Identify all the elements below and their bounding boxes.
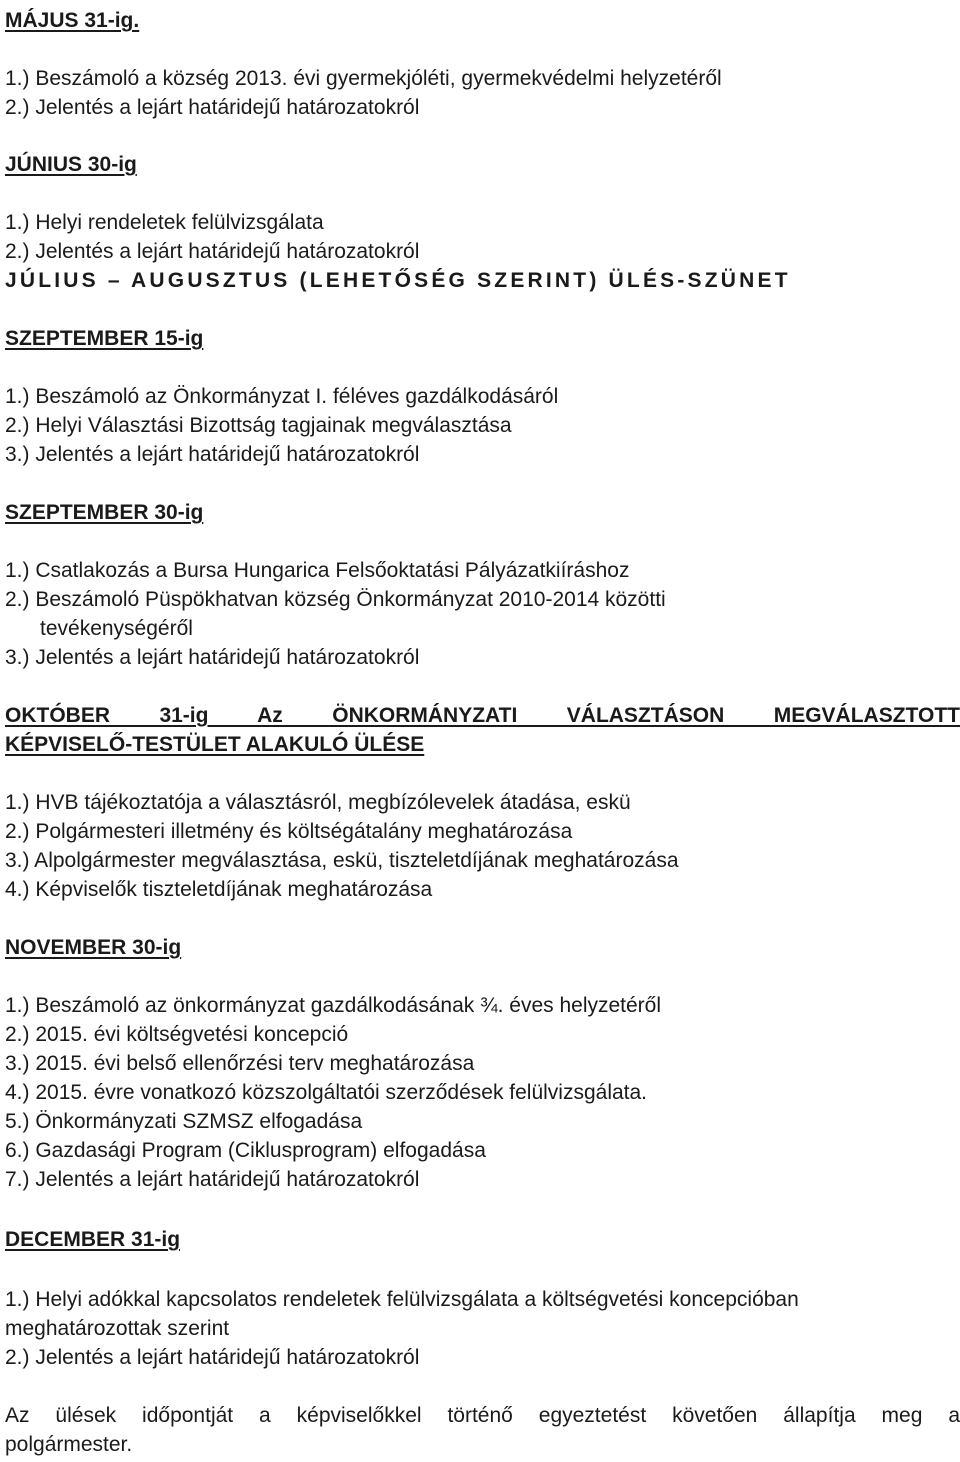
list-item: 4.) Képviselők tiszteletdíjának meghatározása	[5, 878, 433, 901]
section-heading-oktober: OKTÓBER 31-ig Az ÖNKORMÁNYZATI VÁLASZTÁSON MEGVÁLASZTOTT	[5, 704, 960, 727]
list-item: 1.) Helyi rendeletek felülvizsgálata	[5, 211, 324, 234]
list-item: 5.) Önkormányzati SZMSZ elfogadása	[5, 1110, 363, 1133]
list-item-continuation: meghatározottak szerint	[5, 1317, 230, 1340]
list-item: 7.) Jelentés a lejárt határidejű határozatokról	[5, 1168, 420, 1191]
section-heading-oktober-line2: KÉPVISELŐ-TESTÜLET ALAKULÓ ÜLÉSE	[5, 733, 425, 756]
list-item: 3.) Jelentés a lejárt határidejű határozatokról	[5, 443, 420, 466]
list-item: 2.) Jelentés a lejárt határidejű határozatokról	[5, 240, 420, 263]
closing-paragraph-line2: polgármester.	[5, 1433, 133, 1456]
list-item: 3.) Jelentés a lejárt határidejű határozatokról	[5, 646, 420, 669]
list-item: 1.) Helyi adókkal kapcsolatos rendeletek felülvizsgálata a költségvetési koncepcióban	[5, 1288, 799, 1311]
list-item: 3.) Alpolgármester megválasztása, eskü, tiszteletdíjának meghatározása	[5, 849, 679, 872]
section-heading-julius-augusztus: JÚLIUS – AUGUSZTUS (LEHETŐSÉG SZERINT) ÜLÉS-SZÜNET	[5, 269, 791, 292]
list-item: 1.) Beszámoló az önkormányzat gazdálkodásának ¾. éves helyzetéről	[5, 994, 662, 1017]
section-heading-junius: JÚNIUS 30-ig	[5, 153, 137, 176]
section-heading-szeptember-15: SZEPTEMBER 15-ig	[5, 327, 204, 350]
list-item: 3.) 2015. évi belső ellenőrzési terv meghatározása	[5, 1052, 475, 1075]
section-heading-majus: MÁJUS 31-ig.	[5, 9, 140, 32]
list-item-continuation: tevékenységéről	[40, 617, 193, 640]
list-item: 1.) Beszámoló a község 2013. évi gyermekjóléti, gyermekvédelmi helyzetéről	[5, 67, 722, 90]
closing-paragraph: Az ülések időpontját a képviselőkkel történő egyeztetést követően állapítja meg a	[5, 1404, 960, 1427]
section-heading-november: NOVEMBER 30-ig	[5, 936, 182, 959]
list-item: 2.) Beszámoló Püspökhatvan község Önkormányzat 2010-2014 közötti	[5, 588, 666, 611]
list-item: 2.) Jelentés a lejárt határidejű határozatokról	[5, 1346, 420, 1369]
list-item: 1.) Beszámoló az Önkormányzat I. féléves gazdálkodásáról	[5, 385, 559, 408]
list-item: 2.) 2015. évi költségvetési koncepció	[5, 1023, 349, 1046]
section-heading-december: DECEMBER 31-ig	[5, 1228, 181, 1251]
list-item: 1.) Csatlakozás a Bursa Hungarica Felsőoktatási Pályázatkiíráshoz	[5, 559, 630, 582]
section-heading-szeptember-30: SZEPTEMBER 30-ig	[5, 501, 204, 524]
list-item: 1.) HVB tájékoztatója a választásról, megbízólevelek átadása, eskü	[5, 791, 631, 814]
list-item: 2.) Jelentés a lejárt határidejű határozatokról	[5, 96, 420, 119]
list-item: 2.) Polgármesteri illetmény és költségátalány meghatározása	[5, 820, 573, 843]
list-item: 2.) Helyi Választási Bizottság tagjainak megválasztása	[5, 414, 512, 437]
list-item: 4.) 2015. évre vonatkozó közszolgáltatói szerződések felülvizsgálata.	[5, 1081, 648, 1104]
list-item: 6.) Gazdasági Program (Ciklusprogram) elfogadása	[5, 1139, 486, 1162]
